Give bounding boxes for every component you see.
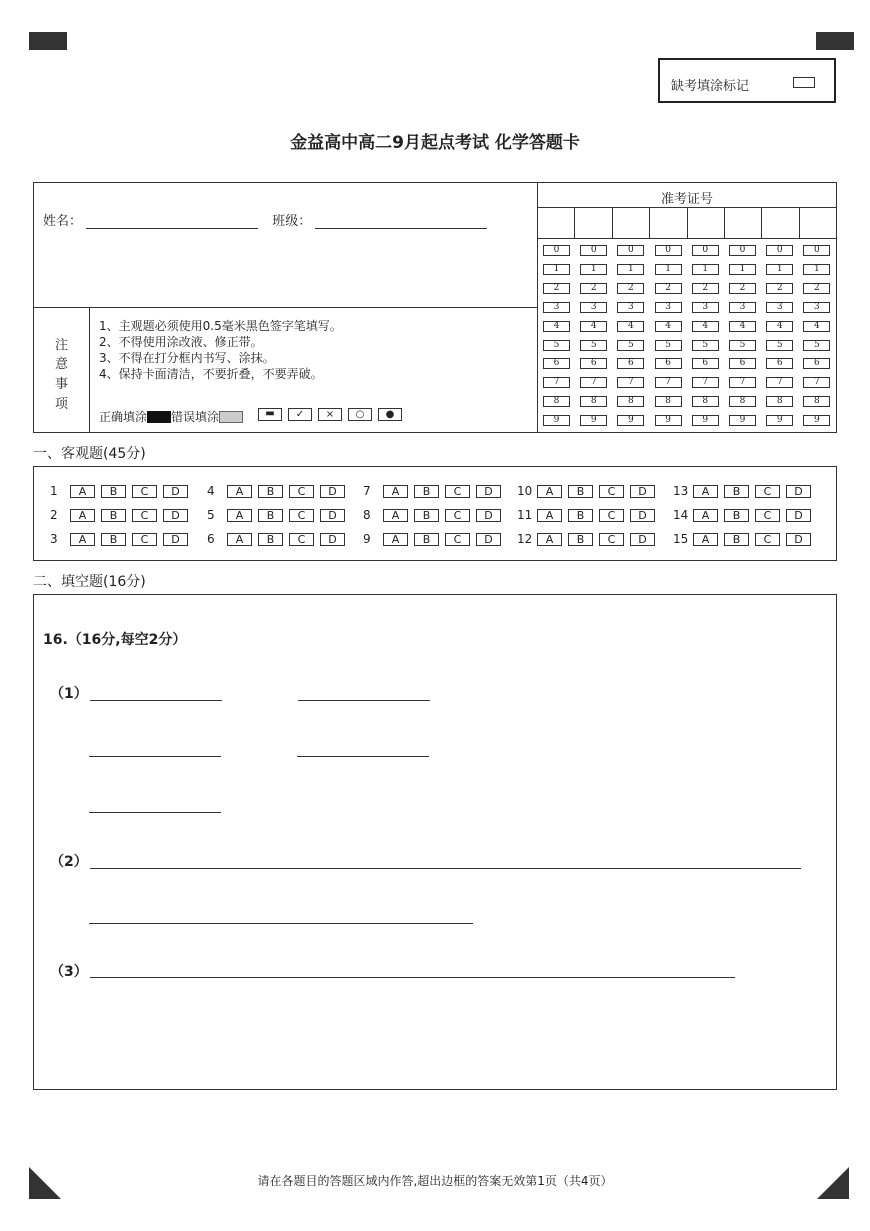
exam-id-cell[interactable] bbox=[800, 208, 836, 238]
option-bubble[interactable]: A bbox=[693, 509, 718, 522]
question-number: 12 bbox=[517, 532, 533, 546]
absent-mark-checkbox[interactable] bbox=[793, 77, 815, 88]
exam-id-cell[interactable] bbox=[538, 208, 575, 238]
option-bubble[interactable]: C bbox=[445, 485, 470, 498]
name-label: 姓名： bbox=[43, 214, 83, 229]
absent-mark-label: 缺考填涂标记 bbox=[671, 79, 750, 94]
option-bubble[interactable]: C bbox=[132, 485, 157, 498]
answer-line[interactable] bbox=[89, 923, 473, 924]
exam-id-digit-bubble[interactable]: 1 bbox=[617, 264, 644, 275]
option-bubble[interactable]: B bbox=[258, 485, 283, 498]
corner-marker-top-left bbox=[29, 32, 67, 50]
exam-id-panel bbox=[538, 183, 836, 432]
question-row bbox=[207, 508, 351, 522]
exam-id-digit-bubble[interactable]: 0 bbox=[729, 245, 756, 256]
question-row bbox=[363, 532, 507, 546]
exam-id-digit-bubble[interactable]: 5 bbox=[655, 340, 682, 351]
option-bubble[interactable]: C bbox=[599, 509, 624, 522]
exam-id-digit-bubble[interactable]: 3 bbox=[543, 302, 570, 313]
fill-example-row bbox=[99, 408, 243, 425]
exam-id-digit-bubble[interactable]: 1 bbox=[543, 264, 570, 275]
exam-id-digit-bubble[interactable]: 2 bbox=[729, 283, 756, 294]
option-bubble[interactable]: D bbox=[786, 533, 811, 546]
exam-id-digit-bubble[interactable]: 6 bbox=[692, 358, 719, 369]
answer-line[interactable] bbox=[90, 977, 735, 978]
notice-char: 项 bbox=[55, 397, 69, 412]
name-field[interactable] bbox=[86, 215, 258, 229]
exam-id-digit-bubble[interactable]: 5 bbox=[543, 340, 570, 351]
exam-id-digit-bubble[interactable]: 0 bbox=[617, 245, 644, 256]
exam-id-digit-bubble[interactable]: 6 bbox=[729, 358, 756, 369]
option-bubble[interactable]: A bbox=[70, 485, 95, 498]
exam-id-digit-bubble[interactable]: 8 bbox=[766, 396, 793, 407]
exam-id-cell[interactable] bbox=[613, 208, 650, 238]
notice-char: 事 bbox=[55, 377, 69, 392]
option-bubble[interactable]: A bbox=[383, 485, 408, 498]
question-number: 6 bbox=[207, 532, 215, 546]
choice-answer-box bbox=[33, 466, 837, 561]
exam-id-digit-bubble[interactable]: 4 bbox=[803, 321, 830, 332]
option-bubble[interactable]: D bbox=[476, 509, 501, 522]
option-bubble[interactable]: D bbox=[320, 533, 345, 546]
question-number: 14 bbox=[673, 508, 689, 522]
exam-id-digit-bubble[interactable]: 4 bbox=[543, 321, 570, 332]
exam-id-digit-bubble[interactable]: 2 bbox=[692, 283, 719, 294]
wrong-fill-sample: ✓ bbox=[288, 408, 312, 421]
exam-id-digit-bubble[interactable]: 4 bbox=[617, 321, 644, 332]
option-bubble[interactable]: D bbox=[163, 533, 188, 546]
exam-id-cell[interactable] bbox=[725, 208, 762, 238]
wrong-fill-sample: ▬ bbox=[258, 408, 282, 421]
option-bubble[interactable]: D bbox=[630, 509, 655, 522]
notice-item: 2、不得使用涂改液、修正带。 bbox=[99, 335, 263, 349]
option-bubble[interactable]: D bbox=[476, 533, 501, 546]
page-title: 金益高中高二9月起点考试 化学答题卡 bbox=[290, 133, 580, 153]
exam-id-digit-bubble[interactable]: 4 bbox=[729, 321, 756, 332]
option-bubble[interactable]: D bbox=[630, 485, 655, 498]
correct-fill-label: 正确填涂 bbox=[99, 410, 148, 424]
option-bubble[interactable]: B bbox=[568, 485, 593, 498]
exam-id-digit-bubble[interactable]: 5 bbox=[617, 340, 644, 351]
question-row bbox=[363, 484, 507, 498]
exam-id-digit-bubble[interactable]: 9 bbox=[729, 415, 756, 426]
class-label: 班级： bbox=[272, 214, 312, 229]
exam-id-digit-bubble[interactable]: 6 bbox=[655, 358, 682, 369]
notice-label bbox=[34, 308, 90, 432]
option-bubble[interactable]: B bbox=[724, 485, 749, 498]
option-bubble[interactable]: B bbox=[414, 533, 439, 546]
option-bubble[interactable]: A bbox=[70, 533, 95, 546]
exam-id-digit-bubble[interactable]: 3 bbox=[803, 302, 830, 313]
sub-question-3-label: （3） bbox=[50, 964, 88, 980]
option-bubble[interactable]: C bbox=[132, 533, 157, 546]
exam-id-digit-bubble[interactable]: 8 bbox=[580, 396, 607, 407]
exam-id-cell[interactable] bbox=[762, 208, 799, 238]
option-bubble[interactable]: B bbox=[568, 533, 593, 546]
exam-id-digit-bubble[interactable]: 8 bbox=[803, 396, 830, 407]
option-bubble[interactable]: A bbox=[70, 509, 95, 522]
option-bubble[interactable]: A bbox=[693, 533, 718, 546]
question-row bbox=[673, 508, 817, 522]
exam-id-cell[interactable] bbox=[575, 208, 612, 238]
option-bubble[interactable]: B bbox=[258, 533, 283, 546]
answer-line[interactable] bbox=[90, 868, 801, 869]
question-row bbox=[50, 532, 194, 546]
question-row bbox=[517, 508, 661, 522]
option-bubble[interactable]: A bbox=[693, 485, 718, 498]
question-number: 10 bbox=[517, 484, 533, 498]
wrong-fill-label: 错误填涂 bbox=[171, 410, 220, 424]
exam-id-digit-bubble[interactable]: 9 bbox=[543, 415, 570, 426]
option-bubble[interactable]: D bbox=[786, 509, 811, 522]
option-bubble[interactable]: B bbox=[258, 509, 283, 522]
option-bubble[interactable]: D bbox=[163, 485, 188, 498]
exam-id-digit-bubble[interactable]: 7 bbox=[580, 377, 607, 388]
exam-id-digit-bubble[interactable]: 6 bbox=[766, 358, 793, 369]
exam-id-digit-bubble[interactable]: 8 bbox=[692, 396, 719, 407]
exam-id-digit-bubble[interactable]: 9 bbox=[803, 415, 830, 426]
exam-id-digit-bubble[interactable]: 9 bbox=[580, 415, 607, 426]
exam-id-digit-bubble[interactable]: 7 bbox=[617, 377, 644, 388]
exam-id-digit-bubble[interactable]: 1 bbox=[580, 264, 607, 275]
exam-id-digit-bubble[interactable]: 4 bbox=[655, 321, 682, 332]
exam-id-digit-bubble[interactable]: 0 bbox=[655, 245, 682, 256]
answer-line[interactable] bbox=[89, 756, 221, 757]
option-bubble[interactable]: A bbox=[537, 533, 562, 546]
exam-id-digit-bubble[interactable]: 9 bbox=[766, 415, 793, 426]
exam-id-digit-bubble[interactable]: 9 bbox=[617, 415, 644, 426]
exam-id-digit-bubble[interactable]: 5 bbox=[729, 340, 756, 351]
notice-char: 意 bbox=[55, 357, 69, 372]
fill-answer-box bbox=[33, 594, 837, 1090]
exam-id-digit-bubble[interactable]: 1 bbox=[803, 264, 830, 275]
question-number: 11 bbox=[517, 508, 533, 522]
option-bubble[interactable]: B bbox=[101, 533, 126, 546]
exam-id-digit-bubble[interactable]: 3 bbox=[766, 302, 793, 313]
exam-id-digit-bubble[interactable]: 0 bbox=[766, 245, 793, 256]
option-bubble[interactable]: D bbox=[163, 509, 188, 522]
sub-question-2-label: （2） bbox=[50, 854, 88, 870]
exam-id-digit-bubble[interactable]: 9 bbox=[692, 415, 719, 426]
question-16-title: 16.（16分,每空2分） bbox=[43, 632, 187, 648]
exam-id-digit-bubble[interactable]: 1 bbox=[692, 264, 719, 275]
question-row bbox=[50, 508, 194, 522]
option-bubble[interactable]: A bbox=[227, 509, 252, 522]
exam-id-digit-bubble[interactable]: 5 bbox=[766, 340, 793, 351]
question-row bbox=[50, 484, 194, 498]
option-bubble[interactable]: C bbox=[445, 533, 470, 546]
exam-id-digit-bubble[interactable]: 1 bbox=[729, 264, 756, 275]
question-row bbox=[673, 532, 817, 546]
exam-id-digit-bubble[interactable]: 7 bbox=[766, 377, 793, 388]
option-bubble[interactable]: C bbox=[599, 533, 624, 546]
question-number: 7 bbox=[363, 484, 371, 498]
exam-id-digit-bubble[interactable]: 6 bbox=[803, 358, 830, 369]
answer-line[interactable] bbox=[90, 700, 222, 701]
exam-id-digit-bubble[interactable]: 4 bbox=[766, 321, 793, 332]
question-number: 15 bbox=[673, 532, 689, 546]
exam-id-digit-bubble[interactable]: 2 bbox=[580, 283, 607, 294]
option-bubble[interactable]: A bbox=[537, 485, 562, 498]
exam-id-digit-bubble[interactable]: 7 bbox=[729, 377, 756, 388]
answer-line[interactable] bbox=[297, 756, 429, 757]
exam-id-digit-bubble[interactable]: 0 bbox=[580, 245, 607, 256]
question-number: 5 bbox=[207, 508, 215, 522]
exam-id-cells bbox=[538, 208, 836, 239]
option-bubble[interactable]: D bbox=[786, 485, 811, 498]
option-bubble[interactable]: C bbox=[755, 509, 780, 522]
exam-id-digit-bubble[interactable]: 1 bbox=[766, 264, 793, 275]
question-row bbox=[517, 484, 661, 498]
exam-id-digit-bubble[interactable]: 3 bbox=[580, 302, 607, 313]
exam-id-digit-bubble[interactable]: 4 bbox=[580, 321, 607, 332]
question-row bbox=[517, 532, 661, 546]
exam-id-digit-bubble[interactable]: 6 bbox=[617, 358, 644, 369]
exam-id-digit-bubble[interactable]: 7 bbox=[692, 377, 719, 388]
wrong-fill-sample: × bbox=[318, 408, 342, 421]
exam-id-digit-bubble[interactable]: 2 bbox=[617, 283, 644, 294]
option-bubble[interactable]: A bbox=[383, 509, 408, 522]
exam-id-digit-bubble[interactable]: 8 bbox=[543, 396, 570, 407]
page-footer: 请在各题目的答题区域内作答,超出边框的答案无效第1页（共4页） bbox=[257, 1174, 613, 1188]
option-bubble[interactable]: B bbox=[724, 509, 749, 522]
wrong-fill-sample: ○ bbox=[348, 408, 372, 421]
option-bubble[interactable]: C bbox=[132, 509, 157, 522]
option-bubble[interactable]: D bbox=[320, 509, 345, 522]
exam-id-digit-bubble[interactable]: 7 bbox=[803, 377, 830, 388]
option-bubble[interactable]: D bbox=[476, 485, 501, 498]
notice-char: 注 bbox=[55, 338, 69, 353]
option-bubble[interactable]: B bbox=[101, 509, 126, 522]
question-number: 3 bbox=[50, 532, 58, 546]
name-class-row bbox=[43, 210, 487, 229]
sub-question-1-label: （1） bbox=[50, 686, 88, 702]
exam-id-digit-bubble[interactable]: 1 bbox=[655, 264, 682, 275]
notice-body bbox=[90, 308, 538, 432]
option-bubble[interactable]: C bbox=[755, 533, 780, 546]
question-number: 1 bbox=[50, 484, 58, 498]
question-row bbox=[673, 484, 817, 498]
absent-mark-box bbox=[658, 58, 836, 103]
exam-id-title: 准考证号 bbox=[538, 183, 836, 208]
option-bubble[interactable]: C bbox=[289, 509, 314, 522]
exam-id-cell[interactable] bbox=[688, 208, 725, 238]
question-number: 9 bbox=[363, 532, 371, 546]
option-bubble[interactable]: A bbox=[227, 533, 252, 546]
wrong-fill-sample bbox=[219, 411, 243, 423]
option-bubble[interactable]: B bbox=[568, 509, 593, 522]
question-row bbox=[363, 508, 507, 522]
notice-item: 3、不得在打分框内书写、涂抹。 bbox=[99, 351, 275, 365]
exam-id-digit-bubble[interactable]: 3 bbox=[617, 302, 644, 313]
exam-id-digit-bubble[interactable]: 5 bbox=[803, 340, 830, 351]
exam-id-cell[interactable] bbox=[650, 208, 687, 238]
question-row bbox=[207, 532, 351, 546]
option-bubble[interactable]: B bbox=[414, 485, 439, 498]
question-number: 8 bbox=[363, 508, 371, 522]
exam-id-digit-bubble[interactable]: 7 bbox=[655, 377, 682, 388]
question-number: 2 bbox=[50, 508, 58, 522]
section1-label: 一、客观题(45分) bbox=[33, 446, 146, 462]
answer-line[interactable] bbox=[298, 700, 430, 701]
answer-line[interactable] bbox=[89, 812, 221, 813]
exam-id-digit-bubble[interactable]: 4 bbox=[692, 321, 719, 332]
exam-id-digit-bubble[interactable]: 6 bbox=[580, 358, 607, 369]
exam-id-digit-bubble[interactable]: 2 bbox=[543, 283, 570, 294]
exam-id-digit-bubble[interactable]: 2 bbox=[803, 283, 830, 294]
option-bubble[interactable]: C bbox=[289, 533, 314, 546]
option-bubble[interactable]: D bbox=[320, 485, 345, 498]
exam-id-digit-bubble[interactable]: 6 bbox=[543, 358, 570, 369]
option-bubble[interactable]: B bbox=[724, 533, 749, 546]
exam-id-digit-bubble[interactable]: 5 bbox=[580, 340, 607, 351]
exam-id-digit-bubble[interactable]: 3 bbox=[655, 302, 682, 313]
exam-id-digit-bubble[interactable]: 8 bbox=[617, 396, 644, 407]
question-number: 4 bbox=[207, 484, 215, 498]
exam-id-digit-bubble[interactable]: 3 bbox=[692, 302, 719, 313]
exam-id-digit-bubble[interactable]: 2 bbox=[655, 283, 682, 294]
option-bubble[interactable]: B bbox=[101, 485, 126, 498]
exam-id-digit-bubble[interactable]: 9 bbox=[655, 415, 682, 426]
exam-id-digit-bubble[interactable]: 0 bbox=[803, 245, 830, 256]
notice-item: 4、保持卡面清洁，不要折叠，不要弄破。 bbox=[99, 367, 323, 381]
question-row bbox=[207, 484, 351, 498]
student-info-area bbox=[34, 183, 538, 308]
option-bubble[interactable]: A bbox=[383, 533, 408, 546]
section2-label: 二、填空题(16分) bbox=[33, 574, 146, 590]
option-bubble[interactable]: C bbox=[599, 485, 624, 498]
corner-marker-top-right bbox=[816, 32, 854, 50]
option-bubble[interactable]: C bbox=[445, 509, 470, 522]
correct-fill-sample bbox=[147, 411, 171, 423]
exam-id-digit-bubble[interactable]: 5 bbox=[692, 340, 719, 351]
exam-id-digit-bubble[interactable]: 0 bbox=[543, 245, 570, 256]
option-bubble[interactable]: D bbox=[630, 533, 655, 546]
question-number: 13 bbox=[673, 484, 689, 498]
exam-id-digit-bubble[interactable]: 7 bbox=[543, 377, 570, 388]
class-field[interactable] bbox=[315, 215, 487, 229]
option-bubble[interactable]: A bbox=[537, 509, 562, 522]
option-bubble[interactable]: A bbox=[227, 485, 252, 498]
exam-id-digit-bubble[interactable]: 0 bbox=[692, 245, 719, 256]
exam-id-digit-bubble[interactable]: 3 bbox=[729, 302, 756, 313]
notice-item: 1、主观题必须使用0.5毫米黑色签字笔填写。 bbox=[99, 319, 342, 333]
option-bubble[interactable]: B bbox=[414, 509, 439, 522]
option-bubble[interactable]: C bbox=[755, 485, 780, 498]
wrong-fill-sample: ● bbox=[378, 408, 402, 421]
exam-id-digit-bubble[interactable]: 2 bbox=[766, 283, 793, 294]
exam-id-digit-bubble[interactable]: 8 bbox=[729, 396, 756, 407]
info-section bbox=[33, 182, 837, 433]
exam-id-digit-bubble[interactable]: 8 bbox=[655, 396, 682, 407]
option-bubble[interactable]: C bbox=[289, 485, 314, 498]
